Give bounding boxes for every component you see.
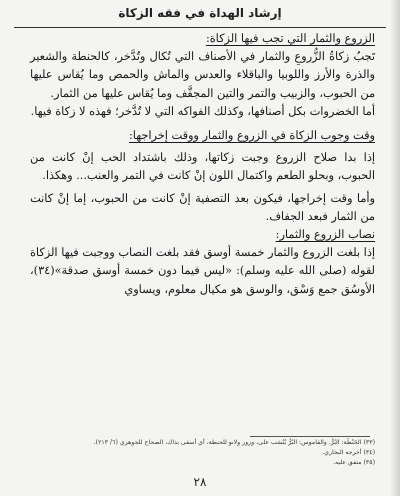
paragraph-nisab: إذا بلغت الزروع والثمار خمسة أوسق فقد بلغت النصاب ووجبت فيها الزكاة لقوله (صلى الله عليه وسلم): «ليس فيما دون خمسة أوسق صدقة»(٣٤)، الأوسُق جمع وَسْق، والوسق هو مكيال معلوم، ويساوي [30, 246, 375, 296]
section-heading-nisab: نصاب الزروع والثمار: [275, 228, 375, 242]
paragraph-obligation-time: إذا بدا صلاح الزروع وجبت زكاتها، وذلك باشتداد الحب إنْ كانت من الحبوب، وبحلو الطعم واكتمال اللون إنْ كانت في التمر والعنب... وهكذا. [30, 151, 375, 183]
paragraph-crops-types: تَجبُ زكاةُ الزُّروعِ والثمار في الأصناف التي تُكال وتُدَّخر، كالحنطة والشعير والذرة والأرز واللوبيا والباقلاء والعدس والماش والحمص وما يُقاس عليها من الحبوب، والزبيب والتمر والتين المجفَّف وما يُقاس عليها من الثمار. [30, 50, 375, 100]
paragraph-vegetables: أما الخضروات بكل أصنافها، وكذلك الفواكه التي لا تُدَّخر؛ فهذه لا زكاة فيها. [30, 104, 375, 118]
footnote-35: (٣٥) متفق عليه. [333, 459, 375, 466]
paragraph-payment-time: وأما وقت إخراجها، فيكون بعد التصفية إنْ كانت من الحبوب، إما إنْ كانت من الثمار فبعد الجفاف. [30, 191, 375, 223]
header-rule [14, 27, 386, 28]
page-edge-shadow [390, 0, 400, 496]
footnote-34: (٣٤) أخرجه البخاري. [322, 449, 375, 456]
section-heading-timing: وقت وجوب الزكاة في الزروع والثمار ووقت إخراجها: [128, 129, 375, 143]
footnotes [30, 438, 375, 468]
page-number: ٢٨ [193, 475, 207, 489]
footnote-33: (٣٣) الحَنْطَة: البُرُّ. والقاموس: البُرُّ يُنْسَب على، ورور ولانو للحنطة، أي أسقى بذاك، الصحاح للجوهري (٦/ ٢١٣). [93, 439, 375, 446]
running-title: إرشاد الهداة في فقه الزكاة [118, 6, 282, 20]
footnote-rule [250, 436, 370, 437]
section-heading-crops: الزروع والثمار التي تجب فيها الزكاة: [205, 32, 375, 45]
page-body [30, 30, 375, 299]
